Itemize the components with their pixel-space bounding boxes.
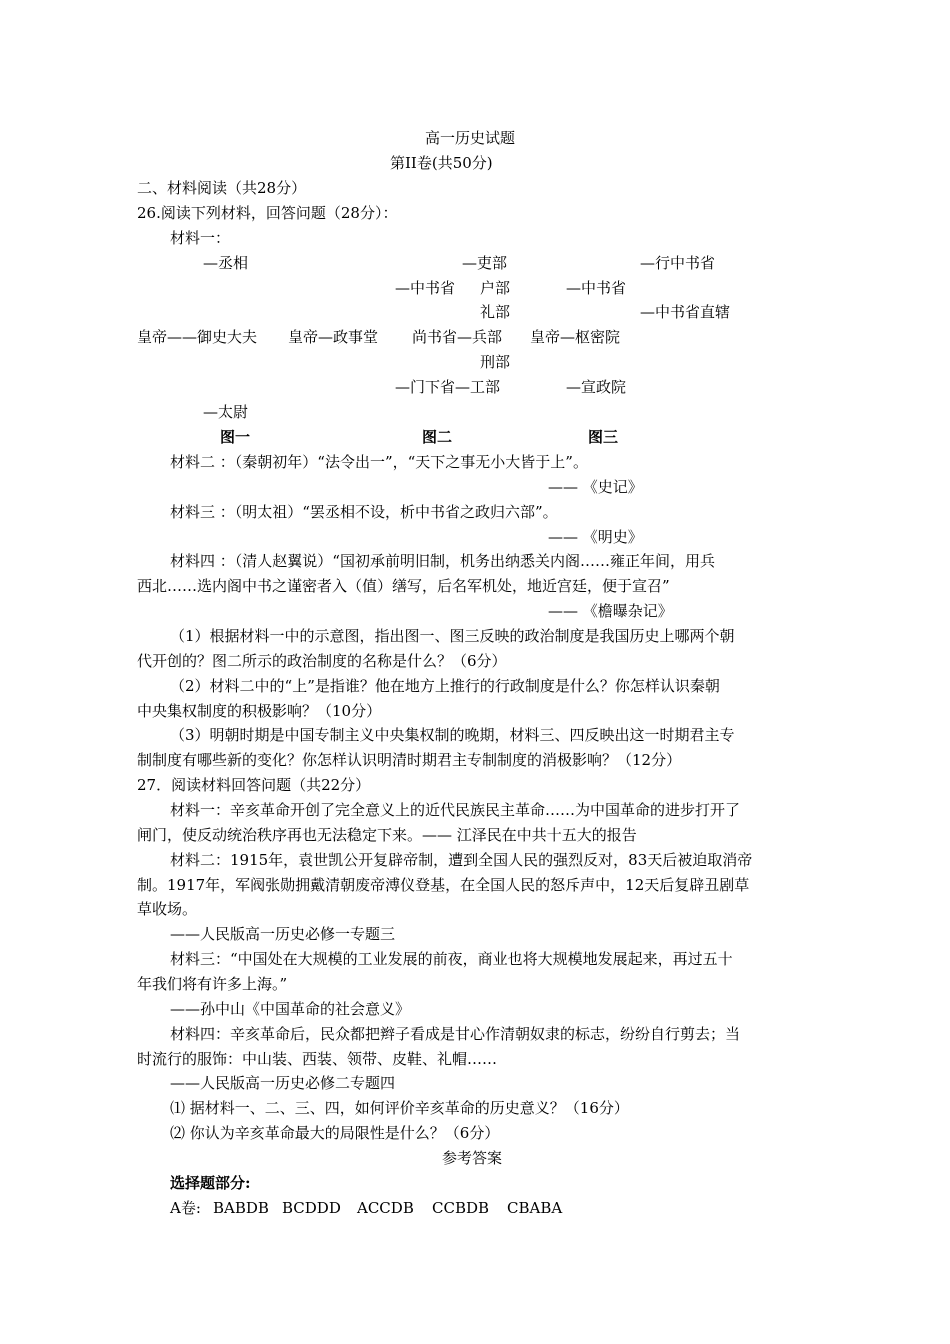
page-title: 高一历史试题 <box>425 129 516 147</box>
material-4-source: —— 《檐曝杂记》 <box>548 602 673 620</box>
answer-group: ACCDB <box>357 1199 414 1217</box>
material-4-line2: 西北……选内阁中书之谨密者入（值）缮写，后名军机处，地近宫廷，便于宣召” <box>137 577 670 595</box>
q27-question-2: ⑵ 你认为辛亥革命最大的局限性是什么？（6分） <box>170 1124 500 1142</box>
q27-material-2-source: ——人民版高一历史必修一专题三 <box>170 925 396 943</box>
fig3-xuanzheng: —宣政院 <box>566 378 627 396</box>
material-4-line1: 材料四 ：（清人赵翼说）“国初承前明旧制，机务出纳悉关内阁……雍正年间，用兵 <box>170 552 715 570</box>
fig2-shangshu: 尚书省—兵部 <box>412 328 503 346</box>
q27-material-4-source: ——人民版高一历史必修二专题四 <box>170 1074 396 1092</box>
q26-2-line1: （2）材料二中的“上”是指谁？他在地方上推行的行政制度是什么？你怎样认识秦朝 <box>170 677 720 695</box>
q27-material-4-line1: 材料四：辛亥革命后，民众都把辫子看成是甘心作清朝奴隶的标志，纷纷自行剪去；当 <box>170 1025 741 1043</box>
answer-group: BABDB <box>213 1199 269 1217</box>
q27-material-2-line3: 草收场。 <box>137 900 198 918</box>
fig2-caption: 图二 <box>422 428 453 446</box>
material-3-source: —— 《明史》 <box>548 528 643 546</box>
section-heading: 二、材料阅读（共28分） <box>137 179 307 197</box>
q27-material-1-line2: 闸门，使反动统治秩序再也无法稳定下来。—— 江泽民在中共十五大的报告 <box>137 826 637 844</box>
answer-group: CCBDB <box>432 1199 490 1217</box>
choice-heading: 选择题部分: <box>170 1174 251 1192</box>
q27-material-3-line2: 年我们将有许多上海。” <box>137 975 288 993</box>
q27-question-1: ⑴ 据材料一、二、三、四，如何评价辛亥革命的历史意义？（16分） <box>170 1099 629 1117</box>
q27-material-3-source: ——孙中山《中国革命的社会意义》 <box>170 1000 411 1018</box>
material-2-source: —— 《史记》 <box>548 478 643 496</box>
answer-group: CBABA <box>507 1199 563 1217</box>
q26-1-line1: （1）根据材料一中的示意图，指出图一、图三反映的政治制度是我国历史上哪两个朝 <box>170 627 735 645</box>
answers-title: 参考答案 <box>442 1149 503 1167</box>
fig1-taiwei: —太尉 <box>203 403 249 421</box>
section-subtitle: 第II卷(共50分) <box>390 154 493 172</box>
q27-material-1-line1: 材料一：辛亥革命开创了完全意义上的近代民族民主革命……为中国革命的进步打开了 <box>170 801 741 819</box>
fig2-menxia: —门下省—工部 <box>395 378 501 396</box>
question-27-heading: 27．阅读材料回答问题（共22分） <box>137 776 371 794</box>
answer-group: BCDDD <box>282 1199 341 1217</box>
fig3-caption: 图三 <box>588 428 619 446</box>
fig2-libu2: 礼部 <box>480 303 511 321</box>
q27-material-2-line2: 制。1917年，军阀张勋拥戴清朝废帝溥仪登基，在全国人民的怒斥声中，12天后复辟丑剧草 <box>137 876 750 894</box>
answer-a-label: A卷: <box>170 1199 201 1217</box>
material-2: 材料二 ：（秦朝初年）“法令出一”，“天下之事无小大皆于上”。 <box>170 453 588 471</box>
q27-material-2-line1: 材料二：1915年，袁世凯公开复辟帝制，遭到全国人民的强烈反对，83天后被迫取消帝 <box>170 851 753 869</box>
fig3-main: 皇帝—枢密院 <box>530 328 621 346</box>
fig2-main: 皇帝—政事堂 <box>288 328 379 346</box>
fig3-xingzhong: —行中书省 <box>640 254 716 272</box>
fig2-zhongshu: —中书省 <box>395 279 456 297</box>
fig2-hubu: 户部 <box>480 279 511 297</box>
fig1-caption: 图一 <box>220 428 251 446</box>
material-1-label: 材料一： <box>170 229 231 247</box>
question-26-heading: 26.阅读下列材料，回答问题（28分）： <box>137 204 398 222</box>
fig3-zhongshu: —中书省 <box>566 279 627 297</box>
q27-material-4-line2: 时流行的服饰：中山装、西装、领带、皮鞋、礼帽…… <box>137 1050 498 1068</box>
q26-3-line2: 制制度有哪些新的变化？你怎样认识明清时期君主专制制度的消极影响？（12分） <box>137 751 682 769</box>
material-3: 材料三 ：（明太祖）“罢丞相不设，析中书省之政归六部”。 <box>170 503 558 521</box>
fig3-zhixia: —中书省直辖 <box>640 303 731 321</box>
fig2-xingbu: 刑部 <box>480 353 511 371</box>
fig2-libu: —吏部 <box>462 254 508 272</box>
q26-1-line2: 代开创的？图二所示的政治制度的名称是什么？（6分） <box>137 652 507 670</box>
fig1-chengxiang: —丞相 <box>203 254 249 272</box>
fig1-main: 皇帝——御史大夫 <box>137 328 258 346</box>
q27-material-3-line1: 材料三：“中国处在大规模的工业发展的前夜，商业也将大规模地发展起来，再过五十 <box>170 950 733 968</box>
q26-3-line1: （3）明朝时期是中国专制主义中央集权制的晚期，材料三、四反映出这一时期君主专 <box>170 726 735 744</box>
q26-2-line2: 中央集权制度的积极影响？（10分） <box>137 702 382 720</box>
